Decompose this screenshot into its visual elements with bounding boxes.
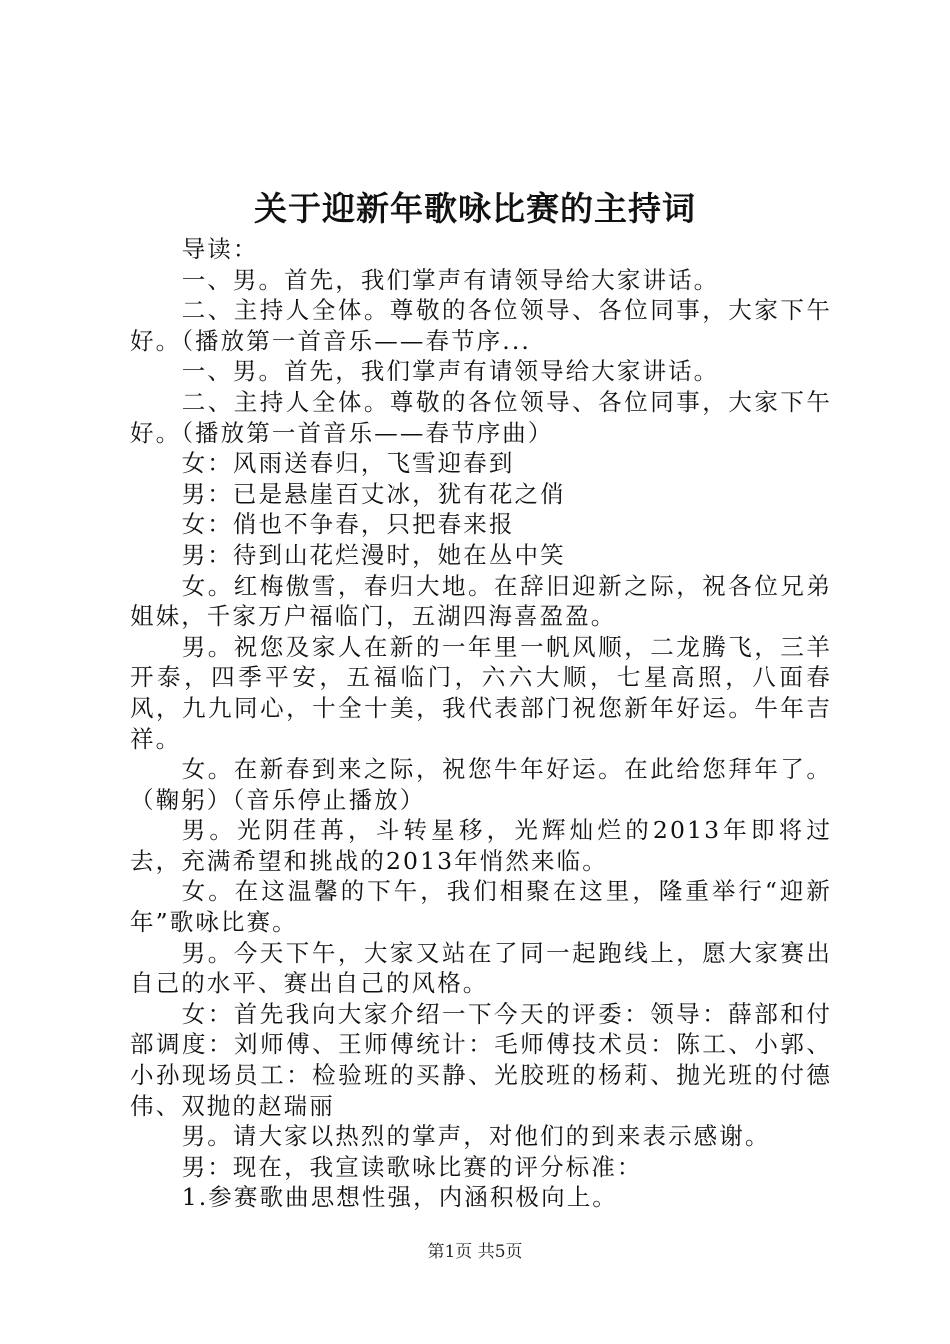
paragraph: 男。祝您及家人在新的一年里一帆风顺，二龙腾飞，三羊开泰，四季平安，五福临门，六六大顺，七星高照，八面春风，九九同心，十全十美，我代表部门祝您新年好运。牛年吉祥。 (130, 632, 832, 753)
paragraph: 男。光阴荏苒，斗转星移，光辉灿烂的2013年即将过去，充满希望和挑战的2013年悄然来临。 (130, 816, 832, 875)
paragraph: 一、男。首先，我们掌声有请领导给大家讲话。 (181, 265, 720, 294)
paragraph: 女。在新春到来之际，祝您牛年好运。在此给您拜年了。（鞠躬）（音乐停止播放） (130, 755, 832, 814)
paragraph: 男：已是悬崖百丈冰，犹有花之俏 (181, 479, 566, 508)
paragraph: 二、主持人全体。尊敬的各位领导、各位同事，大家下午好。（播放第一首音乐——春节序曲） (130, 387, 832, 447)
paragraph: 女。红梅傲雪，春归大地。在辞旧迎新之际，祝各位兄弟姐妹，千家万户福临门，五湖四海喜盈盈。 (130, 571, 832, 631)
paragraph: 男。今天下午，大家又站在了同一起跑线上，愿大家赛出自己的水平、赛出自己的风格。 (130, 938, 832, 998)
document-body (130, 234, 832, 1213)
document-title: 关于迎新年歌咏比赛的主持词 (254, 189, 696, 228)
paragraph: 女：风雨送春归，飞雪迎春到 (181, 449, 515, 478)
page-number-footer: 第1页 共5页 (427, 1242, 523, 1262)
paragraph: 女：俏也不争春，只把春来报 (181, 510, 515, 539)
paragraph: 男。请大家以热烈的掌声，对他们的到来表示感谢。 (181, 1122, 771, 1151)
paragraph: 女：首先我向大家介绍一下今天的评委：领导：薛部和付部调度：刘师傅、王师傅统计：毛师傅技术员：陈工、小郭、小孙现场员工：检验班的买静、光胶班的杨莉、抛光班的付德伟、双抛的赵瑞丽 (130, 999, 832, 1120)
paragraph: 1.参赛歌曲思想性强，内涵积极向上。 (181, 1183, 618, 1212)
paragraph: 一、男。首先，我们掌声有请领导给大家讲话。 (181, 357, 720, 386)
paragraph: 女。在这温馨的下午，我们相聚在这里，隆重举行“迎新年”歌咏比赛。 (130, 877, 832, 937)
paragraph: 导读： (181, 235, 259, 263)
paragraph: 男：现在，我宣读歌咏比赛的评分标准： (181, 1152, 643, 1181)
paragraph: 二、主持人全体。尊敬的各位领导、各位同事，大家下午好。（播放第一首音乐——春节序... (130, 296, 832, 355)
paragraph: 男：待到山花烂漫时，她在丛中笑 (181, 540, 566, 569)
